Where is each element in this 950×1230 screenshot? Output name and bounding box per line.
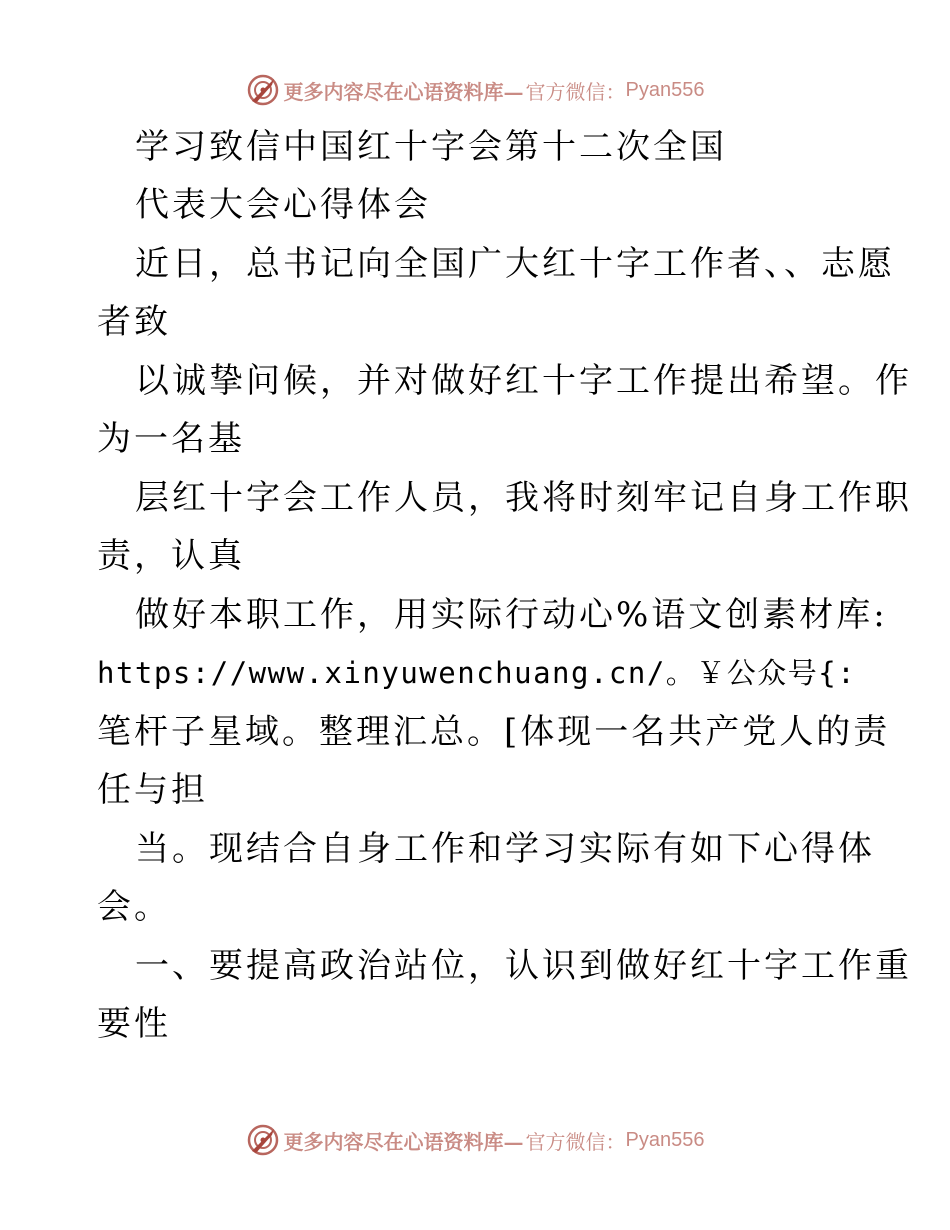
banner-wechat-label: 官方微信： (525, 79, 626, 104)
title-line-2: 代表大会心得体会 (135, 185, 431, 225)
paragraph-line: 层红十字会工作人员，我将时刻牢记自身工作职 (135, 478, 912, 518)
banner-text: 更多内容尽在心语资料库— (283, 79, 524, 104)
paragraph-line: 者致 (97, 302, 171, 342)
paragraph-line: 当。现结合自身工作和学习实际有如下心得体 (135, 829, 875, 869)
paragraph-line-url: https://www.xinyuwenchuang.cn/。￥公众号{: (97, 656, 857, 690)
paragraph-line: 以诚挚问候，并对做好红十字工作提出希望。作 (135, 361, 912, 401)
paragraph-line: 近日，总书记向全国广大红十字工作者、、志愿 (135, 244, 895, 284)
paragraph-line: 会。 (97, 887, 171, 927)
paragraph-line: 笔杆子星域。整理汇总。[体现一名共产党人的责 (97, 712, 891, 752)
banner-wechat-id: Pyan556 (625, 1128, 705, 1151)
paragraph-line: 责，认真 (97, 536, 245, 576)
paragraph-line: 为一名基 (97, 419, 245, 459)
banner-wechat-label: 官方微信： (525, 1129, 626, 1154)
paragraph-line: 做好本职工作，用实际行动心%语文创素材库: (135, 595, 888, 635)
paragraph-line: 任与担 (97, 770, 208, 810)
title-line-1: 学习致信中国红十字会第十二次全国 (135, 127, 727, 167)
section-heading: 一、要提高政治站位，认识到做好红十字工作重 (135, 946, 912, 986)
header-banner (0, 70, 950, 110)
banner-wechat-id: Pyan556 (625, 78, 705, 101)
section-heading-cont: 要性 (97, 1004, 171, 1044)
footer-banner (0, 1120, 950, 1160)
logo-icon (246, 73, 280, 107)
logo-icon (246, 1123, 280, 1157)
banner-text: 更多内容尽在心语资料库— (283, 1129, 524, 1154)
